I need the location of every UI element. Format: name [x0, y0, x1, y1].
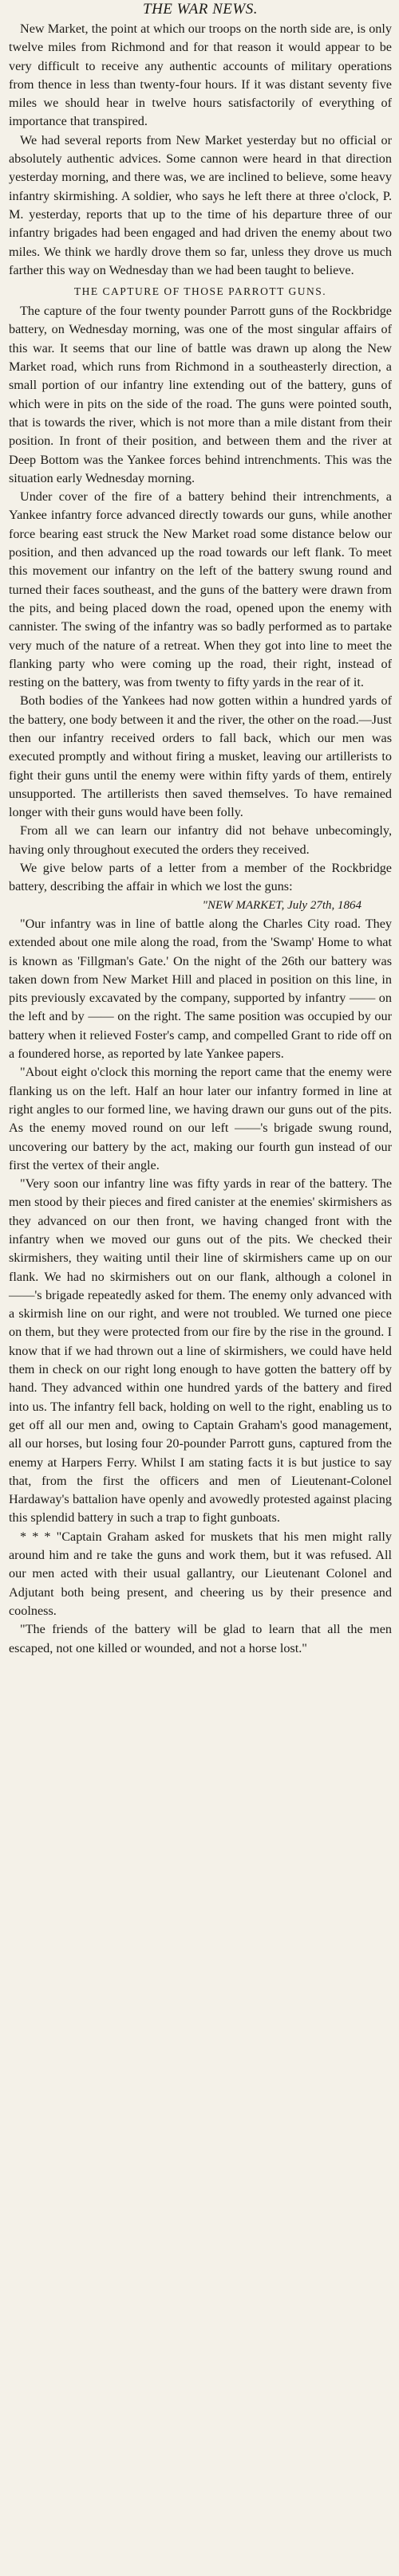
paragraph: Under cover of the fire of a battery behind their intrenchments, a Yankee infantry force advanced directly towards our guns, while another force bearing east struck the New Market road some distance below our position, and then advanced up the road towards our left flank. To meet this movement our infantry on the left of the battery swung round and turned their faces southeast, and the guns of the battery were drawn from the pits, and being placed down the road, opened upon the enemy with cannister. The swing of the infantry was so badly performed as to partake very much of the nature of a retreat. When they got into line to meet the flanking party who were coming up the road, their right, instead of resting on the battery, was from twenty to fifty yards in the rear of it. — [9, 489, 392, 690]
paragraph: We had several reports from New Market yesterday but no official or absolutely authentic advices. Some cannon were heard in that direction yesterday morning, and there was, we are inclined to believe, some heavy infantry skirmishing. A soldier, who says he left there at three o'clock, P. M. yesterday, reports that up to the time of his departure three of our infantry brigades had been engaged and had driven the enemy about two miles. We think we hardly drove them so far, unless they drove us much farther this way on Wednesday than we had been taught to believe. — [9, 132, 392, 277]
letter-paragraph: "Very soon our infantry line was fifty yards in rear of the battery. The men stood by their pieces and fired canister at the enemies' skirmishers as they advanced on our then front, we having changed front with the infantry when we moved our guns out of the pits. We checked their skirmishers, they waiting until their line of skirmishers came up on our flank. We had no skirmishers out on our flank, although a colonel in ——'s brigade repeatedly asked for them. The enemy only advanced with a skirmish line on our right, and were not troubled. We turned one piece on them, but they were protected from our fire by the rise in the ground. I know that if we had thrown out a line of skirmishers, we could have held them in check on our right long enough to have gotten the battery off by hand. They advanced within one hundred yards of the battery and fired into us. The infantry fell back, holding on well to the right, enabling us to get off all our men and, owing to Captain Graham's good management, all our horses, but losing four 20-pounder Parrott guns, captured from the enemy at Harpers Ferry. Whilst I am stating facts it is but justice to say that, from the first the officers and men of Lieutenant-Colonel Hardaway's battalion have openly and avowedly protested against placing this splendid battery in such a trap to fight gunboats. — [9, 1176, 392, 1526]
paragraph: From all we can learn our infantry did not behave unbecomingly, having only throughout executed the orders they received. — [9, 823, 392, 857]
letter-dateline: "NEW MARKET, July 27th, 1864 — [202, 898, 361, 912]
paragraph: New Market, the point at which our troops on the north side are, is only twelve miles from Richmond and for that reason it would appear to be very difficult to receive any authentic accounts of military operations from thence in less than twenty-four hours. If it was distant seventy five miles we should hear in twelve hours satisfactorily of everything of importance that transpired. — [9, 22, 392, 129]
paragraph: Both bodies of the Yankees had now gotten within a hundred yards of the battery, one body between it and the river, the other on the road.—Just then our infantry received orders to fall back, which our men was executed promptly and without firing a musket, leaving our artillerists to fight their guns until the enemy were within fifty yards of them, entirely unsupported. The artillerists then saved themselves. To have remained longer with their guns would have been folly. — [9, 693, 392, 820]
paragraph: We give below parts of a letter from a member of the Rockbridge battery, describing the affair in which we lost the guns: — [9, 861, 392, 894]
letter-paragraph: "Our infantry was in line of battle along the Charles City road. They extended about one mile along the road, from the 'Swamp' Home to what is known as 'Fillgman's Gate.' On the night of the 26th our battery was taken down from New Market Hill and placed in position on this line, in pits previously excavated by the company, supported by infantry —— on the left and by —— on the right. The same position was occupied by our battery when it relieved Foster's camp, and compelled Grant to ride off on a foundered horse, as reported by late Yankee papers. — [9, 916, 392, 1062]
paragraph: The capture of the four twenty pounder Parrott guns of the Rockbridge battery, on Wednesday morning, was one of the most singular affairs of this war. It seems that our line of battle was drawn up along the New Market road, which runs from Richmond in a southeasterly direction, a small portion of our infantry line extending out of the battery, guns of which were in pits on the side of the road. The guns were pointed south, that is towards the river, which is not more than a mile distant from their position. In front of their position, and between them and the river at Deep Bottom was the Yankee forces behind intrenchments. This was the situation early Wednesday morning. — [9, 304, 392, 485]
letter-paragraph: "About eight o'clock this morning the report came that the enemy were flanking us on the left. Half an hour later our infantry formed in line at right angles to our formed line, we having drawn our guns out of the pits. As the enemy moved round on our left ——'s brigade swung round, uncovering our battery by the act, making our fourth gun instead of our first the vertex of their angle. — [9, 1065, 392, 1172]
letter-paragraph: * * * "Captain Graham asked for muskets that his men might rally around him and re take the guns and work them, but it was refused. All our men acted with their usual gallantry, our Lieutenant Colonel and Adjutant both being present, and cheering us by their presence and coolness. — [9, 1529, 392, 1618]
subheading: THE CAPTURE OF THOSE PARROTT GUNS. — [73, 285, 327, 298]
headline: THE WAR NEWS. — [143, 1, 258, 18]
letter-paragraph: "The friends of the battery will be glad to learn that all the men escaped, not one killed or wounded, and not a horse lost." — [9, 1622, 392, 1655]
